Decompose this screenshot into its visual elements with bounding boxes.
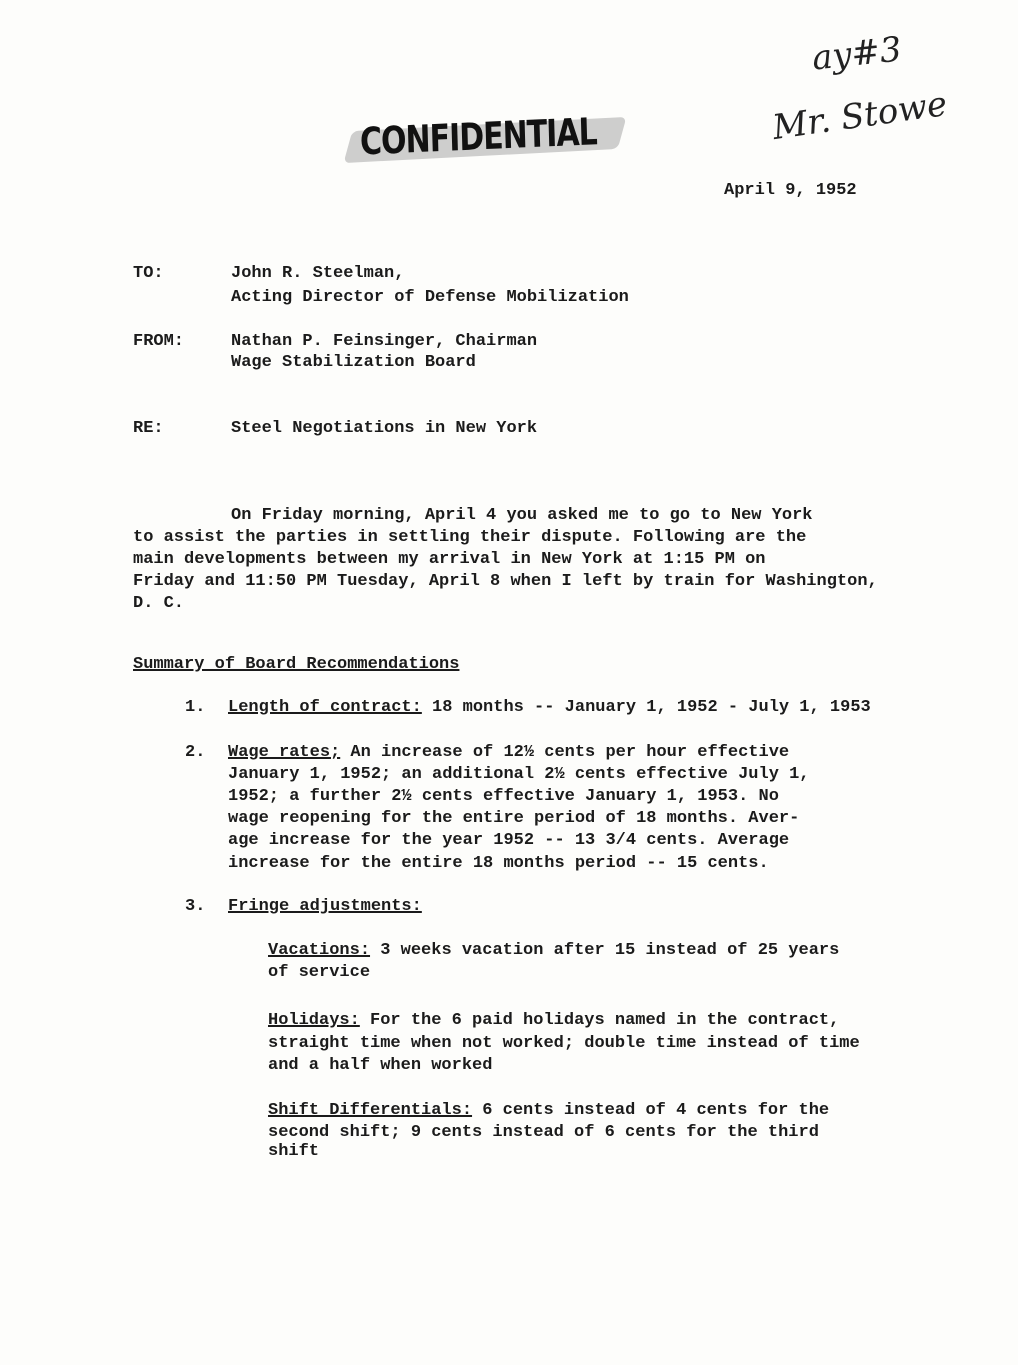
- shift-line-3: shift: [268, 1142, 320, 1161]
- from-label: FROM:: [133, 332, 185, 351]
- handwritten-note-name: Mr. Stowe: [770, 83, 950, 149]
- stamp-text: CONFIDENTIAL: [359, 110, 598, 165]
- intro-line-3: main developments between my arrival in New York at 1:15 PM on: [133, 550, 766, 569]
- shift-title: Shift Differentials:: [268, 1101, 473, 1120]
- item-1-number: 1.: [185, 698, 206, 717]
- confidential-stamp: [340, 112, 630, 168]
- to-line-1: John R. Steelman,: [231, 264, 405, 283]
- to-line-2: Acting Director of Defense Mobilization: [231, 288, 629, 307]
- handwritten-note-top: ay#3: [810, 29, 904, 79]
- vacations-line-2: of service: [268, 963, 371, 982]
- item-1-title: Length of contract:: [228, 698, 422, 717]
- memo-date: April 9, 1952: [724, 181, 857, 200]
- intro-line-4: Friday and 11:50 PM Tuesday, April 8 when I left by train for Washington,: [133, 572, 878, 591]
- from-line-1: Nathan P. Feinsinger, Chairman: [231, 332, 538, 351]
- to-label: TO:: [133, 264, 164, 283]
- holidays-line-1: [268, 1010, 839, 1032]
- item-2-line-4: wage reopening for the entire period of 18 months. Aver-: [228, 809, 800, 828]
- item-2-number: 2.: [185, 743, 206, 762]
- holidays-line-2: straight time when not worked; double time instead of time: [268, 1034, 860, 1053]
- shift-line-1: [268, 1100, 829, 1122]
- item-2-line-1: [228, 742, 789, 764]
- item-2-title: Wage rates;: [228, 743, 341, 762]
- holidays-line-3: and a half when worked: [268, 1056, 493, 1075]
- intro-line-1: On Friday morning, April 4 you asked me to go to New York: [231, 506, 813, 525]
- from-line-2: Wage Stabilization Board: [231, 353, 476, 372]
- re-subject: Steel Negotiations in New York: [231, 419, 538, 438]
- intro-line-2: to assist the parties in settling their dispute. Following are the: [133, 528, 807, 547]
- item-2-line-6: increase for the entire 18 months period -- 15 cents.: [228, 854, 769, 873]
- item-2-line-2: January 1, 1952; an additional 2½ cents effective July 1,: [228, 765, 810, 784]
- item-3-number: 3.: [185, 897, 206, 916]
- vacations-title: Vacations:: [268, 941, 371, 960]
- item-1-line: [228, 697, 871, 719]
- item-2-first-text: An increase of 12½ cents per hour effective: [340, 743, 790, 762]
- item-2-line-3: 1952; a further 2½ cents effective January 1, 1953. No: [228, 787, 779, 806]
- summary-heading: Summary of Board Recommendations: [133, 655, 460, 674]
- item-1-text: 18 months -- January 1, 1952 - July 1, 1953: [421, 698, 871, 717]
- shift-first-text: 6 cents instead of 4 cents for the: [472, 1101, 830, 1120]
- item-3-title: Fringe adjustments:: [228, 897, 422, 916]
- shift-line-2: second shift; 9 cents instead of 6 cents for the third: [268, 1123, 819, 1142]
- re-label: RE:: [133, 419, 164, 438]
- vacations-first-text: 3 weeks vacation after 15 instead of 25 years: [370, 941, 840, 960]
- holidays-first-text: For the 6 paid holidays named in the contract,: [359, 1011, 840, 1030]
- intro-line-5: D. C.: [133, 594, 185, 613]
- vacations-line-1: [268, 940, 839, 962]
- holidays-title: Holidays:: [268, 1011, 360, 1030]
- item-2-line-5: age increase for the year 1952 -- 13 3/4 cents. Average: [228, 831, 790, 850]
